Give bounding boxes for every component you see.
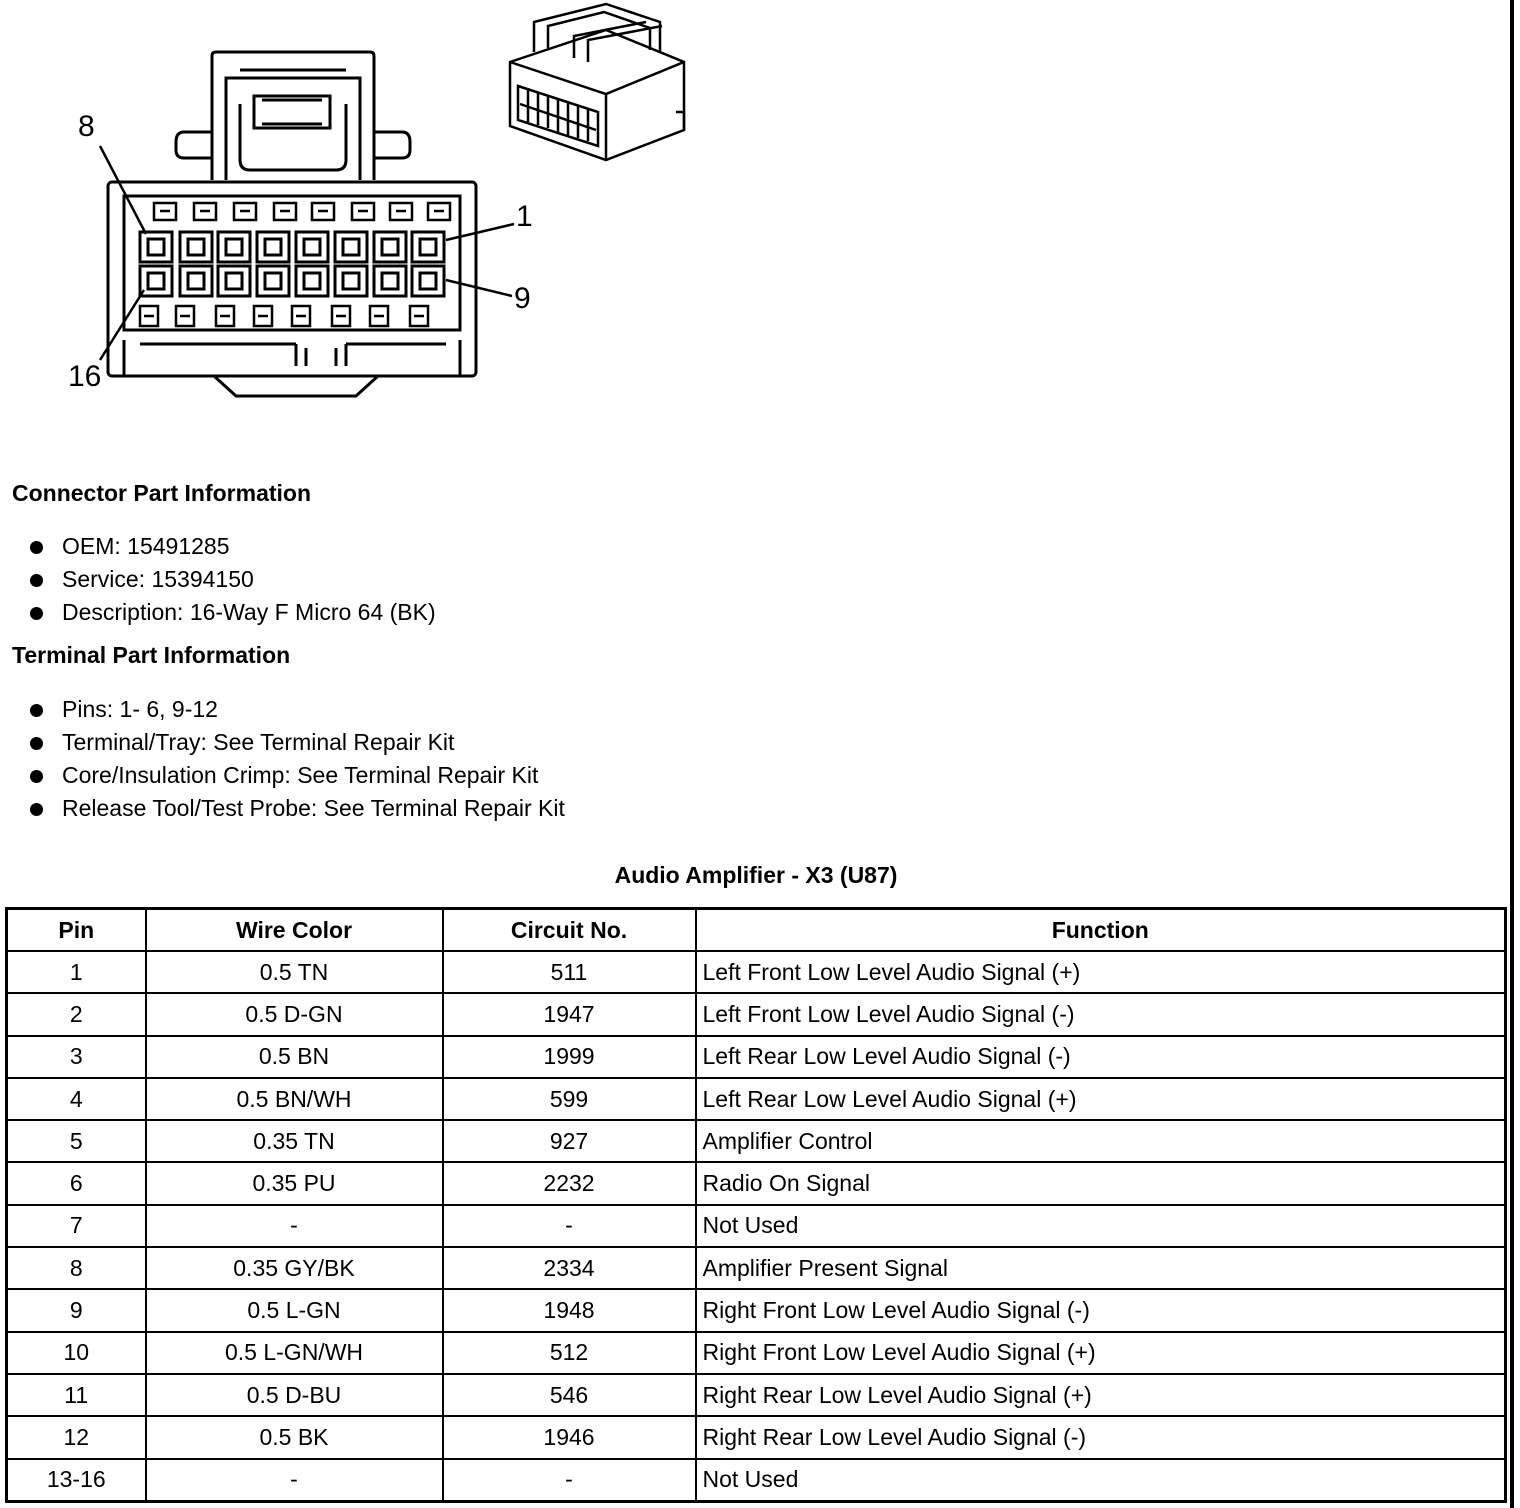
list-item: OEM: 15491285 bbox=[28, 530, 436, 563]
table-title: Audio Amplifier - X3 (U87) bbox=[614, 862, 898, 888]
connector-isometric-view bbox=[510, 4, 684, 160]
page-right-border bbox=[1510, 0, 1514, 1508]
table-row bbox=[7, 993, 1506, 1035]
cell-wire-color: 0.35 PU bbox=[146, 1162, 443, 1204]
cell-wire-color: - bbox=[146, 1205, 443, 1247]
pinout-table bbox=[5, 907, 1507, 1503]
cell-pin: 9 bbox=[7, 1289, 146, 1331]
cell-wire-color: 0.5 BK bbox=[146, 1416, 443, 1458]
cell-wire-color: 0.5 D-BU bbox=[146, 1374, 443, 1416]
list-item: Service: 15394150 bbox=[28, 563, 436, 596]
connector-info-list bbox=[28, 530, 436, 629]
cell-wire-color: 0.35 GY/BK bbox=[146, 1247, 443, 1289]
terminal-info-heading: Terminal Part Information bbox=[12, 642, 291, 668]
cell-circuit-no: 512 bbox=[443, 1332, 696, 1374]
cell-function: Right Rear Low Level Audio Signal (+) bbox=[696, 1374, 1506, 1416]
cell-function: Right Rear Low Level Audio Signal (-) bbox=[696, 1416, 1506, 1458]
cell-function: Right Front Low Level Audio Signal (+) bbox=[696, 1332, 1506, 1374]
lower-cavity-row bbox=[140, 306, 428, 326]
cell-pin: 12 bbox=[7, 1416, 146, 1458]
cell-circuit-no: 2232 bbox=[443, 1162, 696, 1204]
pin-leader-lines bbox=[100, 146, 514, 360]
table-row bbox=[7, 951, 1506, 993]
cell-circuit-no: 1946 bbox=[443, 1416, 696, 1458]
cell-wire-color: 0.35 TN bbox=[146, 1120, 443, 1162]
cell-pin: 8 bbox=[7, 1247, 146, 1289]
terminal-row-1-8 bbox=[140, 232, 444, 262]
cell-pin: 2 bbox=[7, 993, 146, 1035]
header-pin: Pin bbox=[7, 909, 146, 952]
cell-function: Amplifier Control bbox=[696, 1120, 1506, 1162]
header-function: Function bbox=[696, 909, 1506, 952]
terminal-info-list bbox=[28, 693, 565, 825]
header-circuit-no: Circuit No. bbox=[443, 909, 696, 952]
connector-info-heading: Connector Part Information bbox=[12, 480, 312, 506]
cell-pin: 10 bbox=[7, 1332, 146, 1374]
list-item: Description: 16-Way F Micro 64 (BK) bbox=[28, 596, 436, 629]
table-row bbox=[7, 1162, 1506, 1204]
cell-wire-color: 0.5 BN/WH bbox=[146, 1078, 443, 1120]
upper-cavity-row bbox=[154, 203, 450, 220]
cell-function: Left Front Low Level Audio Signal (-) bbox=[696, 993, 1506, 1035]
cell-circuit-no: 546 bbox=[443, 1374, 696, 1416]
list-item: Release Tool/Test Probe: See Terminal Repair Kit bbox=[28, 792, 565, 825]
table-row bbox=[7, 1247, 1506, 1289]
list-item: Pins: 1- 6, 9-12 bbox=[28, 693, 565, 726]
cell-wire-color: 0.5 L-GN bbox=[146, 1289, 443, 1331]
cell-circuit-no: 927 bbox=[443, 1120, 696, 1162]
pin-label-1: 1 bbox=[516, 200, 533, 233]
table-row bbox=[7, 1036, 1506, 1078]
cell-pin: 1 bbox=[7, 951, 146, 993]
cell-function: Amplifier Present Signal bbox=[696, 1247, 1506, 1289]
cell-wire-color: 0.5 L-GN/WH bbox=[146, 1332, 443, 1374]
cell-pin: 6 bbox=[7, 1162, 146, 1204]
cell-circuit-no: 511 bbox=[443, 951, 696, 993]
table-row bbox=[7, 1205, 1506, 1247]
cell-circuit-no: 1948 bbox=[443, 1289, 696, 1331]
cell-function: Not Used bbox=[696, 1205, 1506, 1247]
cell-pin: 11 bbox=[7, 1374, 146, 1416]
table-row bbox=[7, 1416, 1506, 1458]
connector-face-drawing bbox=[0, 0, 720, 420]
table-row bbox=[7, 1120, 1506, 1162]
cell-function: Radio On Signal bbox=[696, 1162, 1506, 1204]
table-row bbox=[7, 1332, 1506, 1374]
cell-pin: 4 bbox=[7, 1078, 146, 1120]
cell-function: Left Rear Low Level Audio Signal (+) bbox=[696, 1078, 1506, 1120]
terminal-row-9-16 bbox=[140, 266, 444, 296]
table-row bbox=[7, 1078, 1506, 1120]
cell-pin: 3 bbox=[7, 1036, 146, 1078]
cell-circuit-no: 599 bbox=[443, 1078, 696, 1120]
cell-circuit-no: 1947 bbox=[443, 993, 696, 1035]
pin-label-16: 16 bbox=[68, 360, 102, 393]
cell-pin: 5 bbox=[7, 1120, 146, 1162]
cell-wire-color: - bbox=[146, 1459, 443, 1502]
cell-circuit-no: - bbox=[443, 1459, 696, 1502]
cell-circuit-no: 2334 bbox=[443, 1247, 696, 1289]
pin-label-8: 8 bbox=[78, 110, 95, 143]
cell-pin: 13-16 bbox=[7, 1459, 146, 1502]
cell-function: Left Front Low Level Audio Signal (+) bbox=[696, 951, 1506, 993]
cell-pin: 7 bbox=[7, 1205, 146, 1247]
cell-circuit-no: 1999 bbox=[443, 1036, 696, 1078]
cell-wire-color: 0.5 BN bbox=[146, 1036, 443, 1078]
cell-circuit-no: - bbox=[443, 1205, 696, 1247]
table-row bbox=[7, 1374, 1506, 1416]
list-item: Core/Insulation Crimp: See Terminal Repair Kit bbox=[28, 759, 565, 792]
table-row bbox=[7, 1289, 1506, 1331]
cell-function: Left Rear Low Level Audio Signal (-) bbox=[696, 1036, 1506, 1078]
header-wire-color: Wire Color bbox=[146, 909, 443, 952]
table-row bbox=[7, 1459, 1506, 1502]
table-header-row bbox=[7, 909, 1506, 952]
connector-diagram bbox=[0, 0, 720, 420]
cell-function: Not Used bbox=[696, 1459, 1506, 1502]
list-item: Terminal/Tray: See Terminal Repair Kit bbox=[28, 726, 565, 759]
pin-label-9: 9 bbox=[514, 282, 531, 315]
cell-wire-color: 0.5 D-GN bbox=[146, 993, 443, 1035]
cell-wire-color: 0.5 TN bbox=[146, 951, 443, 993]
cell-function: Right Front Low Level Audio Signal (-) bbox=[696, 1289, 1506, 1331]
